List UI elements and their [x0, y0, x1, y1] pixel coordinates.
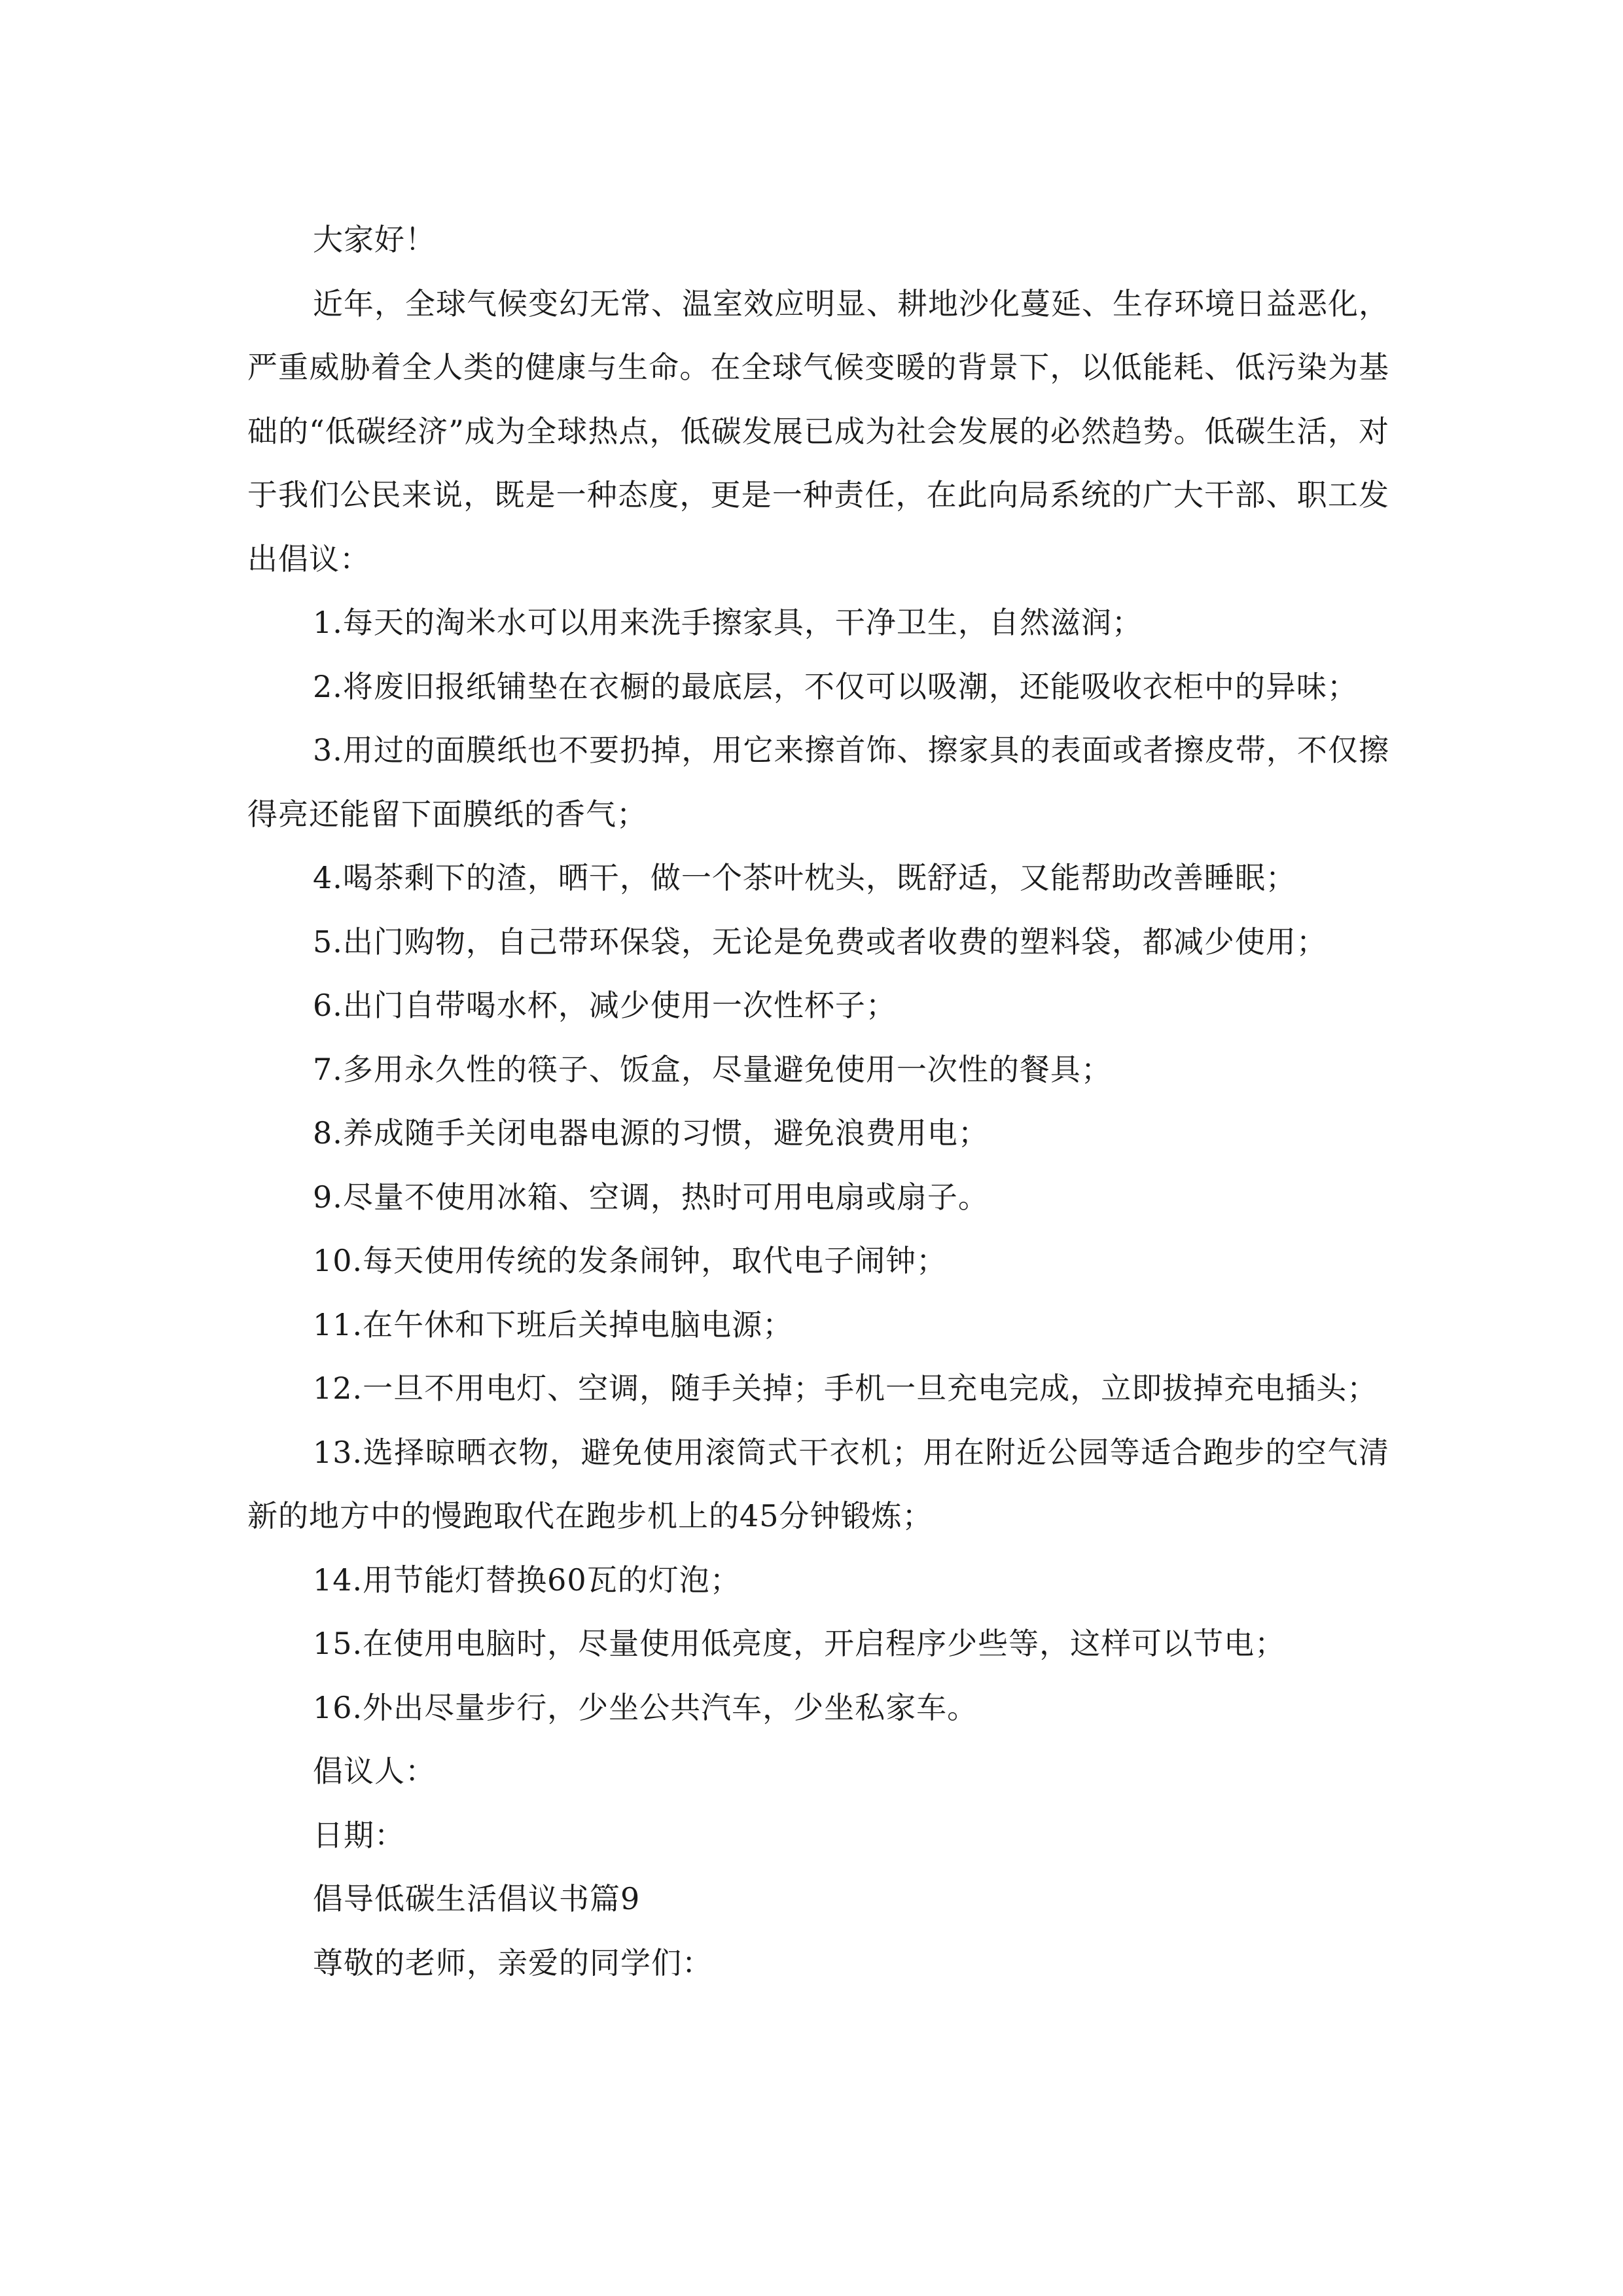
date-line: 日期：: [313, 1817, 405, 1853]
list-item-12: 12.一旦不用电灯、空调，随手关掉；手机一旦充电完成，立即拔掉充电插头；: [313, 1371, 1378, 1406]
list-item-5: 5.出门购物，自己带环保袋，无论是免费或者收费的塑料袋，都减少使用；: [313, 924, 1327, 960]
list-item-7: 7.多用永久性的筷子、饭盒，尽量避免使用一次性的餐具；: [313, 1051, 1112, 1087]
proposer-line: 倡议人：: [313, 1753, 436, 1789]
list-item-6: 6.出门自带喝水杯，减少使用一次性杯子；: [313, 988, 897, 1023]
list-item-4: 4.喝茶剩下的渣，晒干，做一个茶叶枕头，既舒适，又能帮助改善睡眠；: [313, 860, 1296, 895]
intro-paragraph: 近年，全球气候变幻无常、温室效应明显、耕地沙化蔓延、生存环境日益恶化，严重威胁着全人类的健康与生命。在全球气候变暖的背景下，以低能耗、低污染为基础的“低碳经济”成为全球热点，低碳发展已成为社会发展的必然趋势。低碳生活，对于我们公民来说，既是一种态度，更是一种责任，在此向局系统的广大干部、职工发出倡议：: [247, 285, 1389, 577]
list-item-1: 1.每天的淘米水可以用来洗手擦家具，干净卫生，自然滋润；: [313, 605, 1143, 640]
list-item-8: 8.养成随手关闭电器电源的习惯，避免浪费用电；: [313, 1115, 989, 1151]
list-item-3: 3.用过的面膜纸也不要扔掉，用它来擦首饰、擦家具的表面或者擦皮带，不仅擦得亮还能留下面膜纸的香气；: [247, 732, 1389, 832]
list-item-16: 16.外出尽量步行，少坐公共汽车，少坐私家车。: [313, 1689, 978, 1725]
greeting: 大家好！: [313, 222, 436, 257]
list-item-13: 13.选择晾晒衣物，避免使用滚筒式干衣机；用在附近公园等适合跑步的空气清新的地方中的慢跑取代在跑步机上的45分钟锻炼；: [247, 1434, 1389, 1534]
list-item-9: 9.尽量不使用冰箱、空调，热时可用电扇或扇子。: [313, 1179, 989, 1215]
salutation: 尊敬的老师，亲爱的同学们：: [313, 1945, 713, 1981]
list-item-14: 14.用节能灯替换60瓦的灯泡；: [313, 1562, 741, 1598]
list-item-11: 11.在午休和下班后关掉电脑电源；: [313, 1306, 794, 1342]
section-title: 倡导低碳生活倡议书篇9: [313, 1881, 641, 1916]
document-body: [247, 208, 1389, 1995]
list-item-2: 2.将废旧报纸铺垫在衣橱的最底层，不仅可以吸潮，还能吸收衣柜中的异味；: [313, 668, 1358, 704]
list-item-10: 10.每天使用传统的发条闹钟，取代电子闹钟；: [313, 1243, 948, 1278]
list-item-15: 15.在使用电脑时，尽量使用低亮度，开启程序少些等，这样可以节电；: [313, 1626, 1286, 1661]
